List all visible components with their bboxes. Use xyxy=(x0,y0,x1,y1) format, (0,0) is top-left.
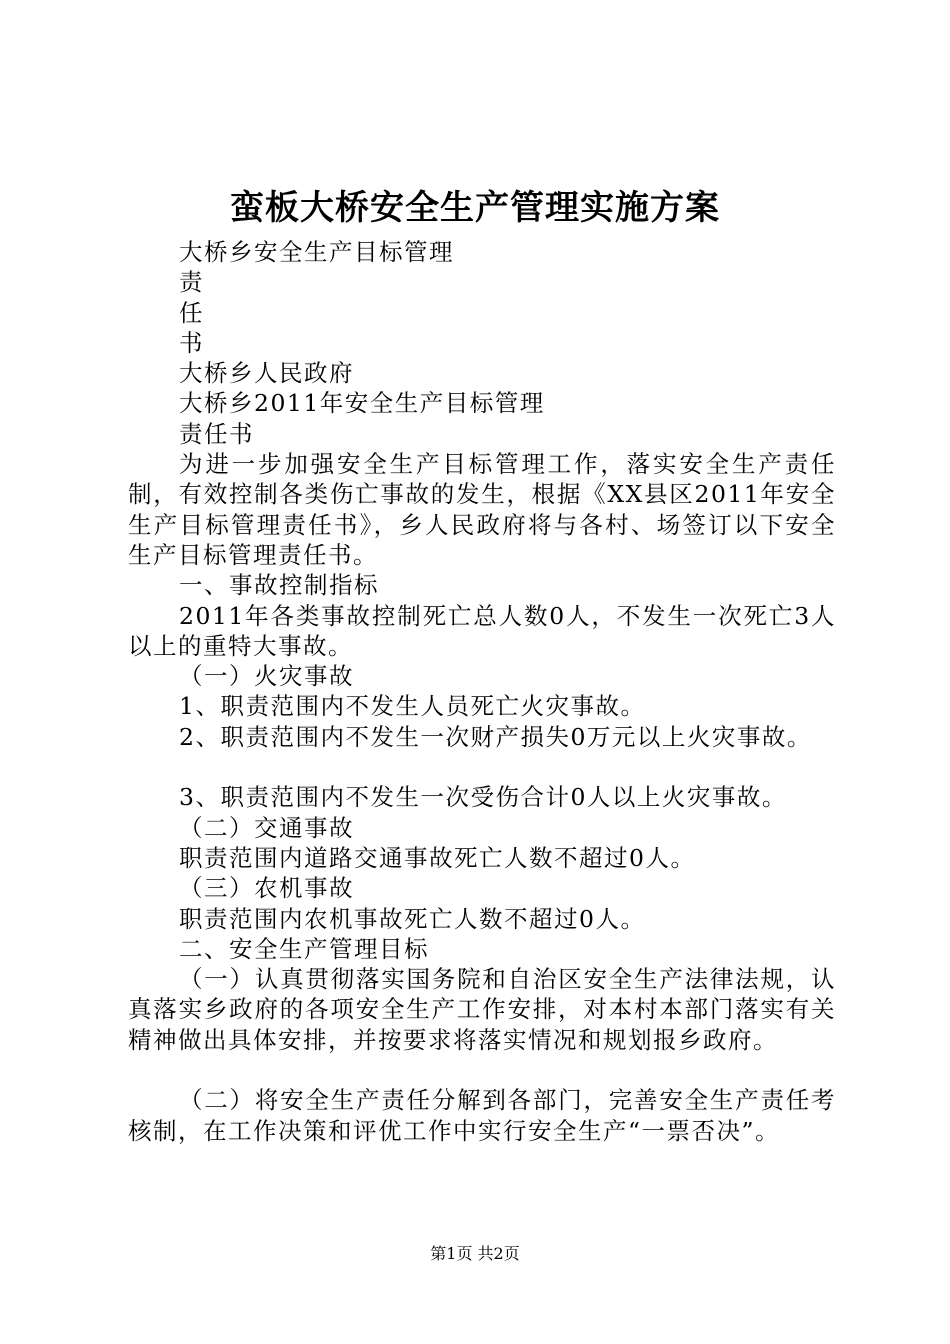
blank-line xyxy=(128,1055,836,1085)
text-line: 大桥乡人民政府 xyxy=(179,359,354,388)
page-footer: 第1页 共2页 xyxy=(430,1244,520,1263)
section-heading: 二、安全生产管理目标 xyxy=(179,934,429,963)
text-line: 职责范围内道路交通事故死亡人数不超过0人。 xyxy=(179,843,696,872)
text-line: 责 xyxy=(179,268,204,297)
document-title: 蛮板大桥安全生产管理实施方案 xyxy=(230,188,720,228)
text-line: 责任书 xyxy=(179,419,254,448)
paragraph: （一）认真贯彻落实国务院和自治区安全生产法律法规，认真落实乡政府的各项安全生产工作安排，对本村本部门落实有关精神做出具体安排，并按要求将落实情况和规划报乡政府。 xyxy=(128,965,836,1054)
text-line: 书 xyxy=(179,328,204,357)
subsection-heading: （二）交通事故 xyxy=(179,813,354,842)
subsection-heading: （一）火灾事故 xyxy=(179,662,354,691)
subsection-heading: （三）农机事故 xyxy=(179,874,354,903)
text-line: 大桥乡2011年安全生产目标管理 xyxy=(179,389,545,418)
paragraph: （二）将安全生产责任分解到各部门，完善安全生产责任考核制，在工作决策和评优工作中实行安全生产“一票否决”。 xyxy=(128,1086,836,1145)
blank-line xyxy=(128,752,836,782)
paragraph: 为进一步加强安全生产目标管理工作，落实安全生产责任制，有效控制各类伤亡事故的发生，根据《XX县区2011年安全生产目标管理责任书》，乡人民政府将与各村、场签订以下安全生产目标管理责任书。 xyxy=(128,450,836,569)
section-heading: 一、事故控制指标 xyxy=(179,571,379,600)
text-line: 职责范围内农机事故死亡人数不超过0人。 xyxy=(179,904,646,933)
text-line: 任 xyxy=(179,298,204,327)
list-item: 1、职责范围内不发生人员死亡火灾事故。 xyxy=(179,692,646,721)
document-body xyxy=(128,237,836,1146)
text-line: 大桥乡安全生产目标管理 xyxy=(179,238,454,266)
list-item: 2、职责范围内不发生一次财产损失0万元以上火灾事故。 xyxy=(179,722,812,751)
list-item: 3、职责范围内不发生一次受伤合计0人以上火灾事故。 xyxy=(179,783,787,812)
paragraph: 2011年各类事故控制死亡总人数0人，不发生一次死亡3人以上的重特大事故。 xyxy=(128,601,836,660)
